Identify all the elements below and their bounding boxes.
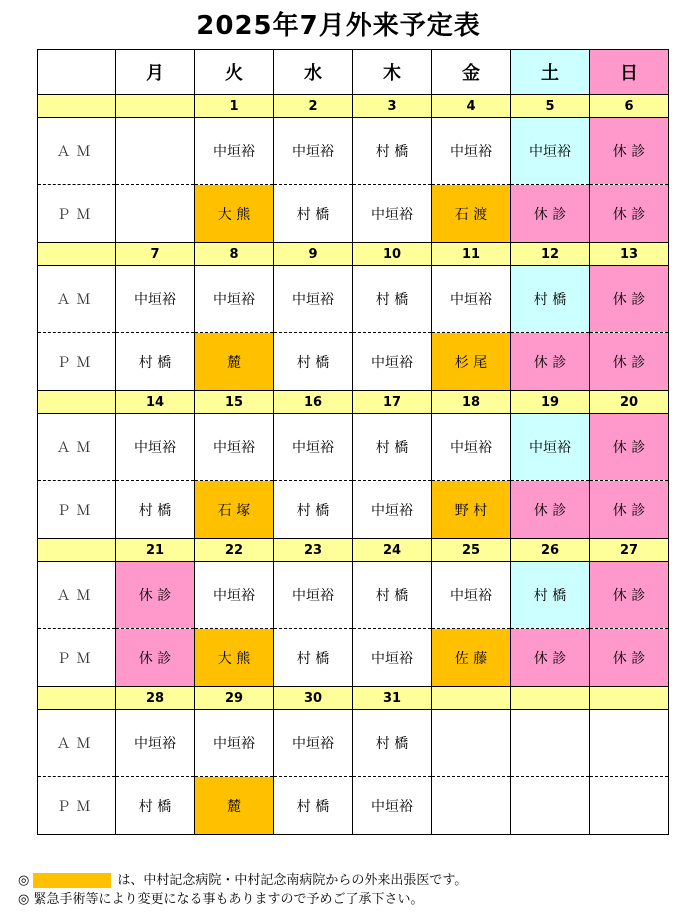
doctor-cell: 村 橋: [511, 266, 590, 333]
doctor-cell: 休 診: [590, 562, 669, 629]
doctor-cell: 村 橋: [274, 629, 353, 687]
weekday-wed: 水: [274, 50, 353, 95]
doctor-cell: 休 診: [590, 414, 669, 481]
date-cell: 27: [590, 539, 669, 562]
doctor-cell: 休 診: [590, 629, 669, 687]
pm-row: [38, 185, 669, 243]
doctor-cell: 中垣裕: [353, 481, 432, 539]
doctor-cell: 佐 藤: [432, 629, 511, 687]
doctor-cell: 休 診: [511, 333, 590, 391]
doctor-cell: 村 橋: [116, 481, 195, 539]
am-row: [38, 118, 669, 185]
doctor-cell: 中垣裕: [274, 414, 353, 481]
doctor-cell: 村 橋: [353, 562, 432, 629]
date-cell: 19: [511, 391, 590, 414]
pm-row: [38, 777, 669, 835]
date-cell: 2: [274, 95, 353, 118]
pm-row: [38, 333, 669, 391]
doctor-cell: 休 診: [590, 266, 669, 333]
doctor-cell: 休 診: [511, 629, 590, 687]
doctor-cell: 村 橋: [116, 777, 195, 835]
doctor-cell: 中垣裕: [432, 118, 511, 185]
date-row-label-cell: [38, 243, 116, 266]
doctor-cell: 中垣裕: [116, 266, 195, 333]
pm-label: ＰＭ: [38, 333, 116, 391]
doctor-cell: 中垣裕: [274, 710, 353, 777]
warning-text: 緊急手術等により変更になる事もありますので予めご了承下さい。: [33, 892, 424, 907]
doctor-cell: 大 熊: [195, 185, 274, 243]
pm-label: ＰＭ: [38, 481, 116, 539]
am-label: ＡＭ: [38, 414, 116, 481]
doctor-cell: [116, 118, 195, 185]
date-row-label-cell: [38, 539, 116, 562]
doctor-cell: 野 村: [432, 481, 511, 539]
doctor-cell: 村 橋: [116, 333, 195, 391]
doctor-cell: 中垣裕: [274, 266, 353, 333]
doctor-cell: 杉 尾: [432, 333, 511, 391]
date-cell: 11: [432, 243, 511, 266]
date-row: [38, 391, 669, 414]
doctor-cell: [432, 777, 511, 835]
doctor-cell: 休 診: [511, 185, 590, 243]
note-mark: ◎: [18, 873, 30, 888]
legend-note: [18, 872, 467, 890]
am-label: ＡＭ: [38, 118, 116, 185]
schedule-table: [37, 49, 669, 835]
doctor-cell: 村 橋: [511, 562, 590, 629]
weekday-fri: 金: [432, 50, 511, 95]
doctor-cell: 中垣裕: [274, 562, 353, 629]
doctor-cell: 中垣裕: [432, 266, 511, 333]
doctor-cell: 中垣裕: [353, 629, 432, 687]
doctor-cell: [511, 710, 590, 777]
date-cell: 31: [353, 687, 432, 710]
date-cell: 17: [353, 391, 432, 414]
doctor-cell: 村 橋: [274, 777, 353, 835]
date-cell: 25: [432, 539, 511, 562]
page-title: 2025年7月外来予定表: [196, 11, 481, 41]
warning-note: [18, 891, 424, 909]
date-cell: [511, 687, 590, 710]
doctor-cell: 中垣裕: [116, 414, 195, 481]
doctor-cell: 村 橋: [353, 266, 432, 333]
doctor-cell: 石 渡: [432, 185, 511, 243]
doctor-cell: 休 診: [590, 481, 669, 539]
date-row-label-cell: [38, 95, 116, 118]
schedule-body: [38, 95, 669, 835]
date-cell: [590, 687, 669, 710]
date-cell: 15: [195, 391, 274, 414]
doctor-cell: 村 橋: [274, 185, 353, 243]
date-cell: [116, 95, 195, 118]
doctor-cell: 休 診: [116, 629, 195, 687]
doctor-cell: [511, 777, 590, 835]
note-mark: ◎: [18, 892, 30, 907]
pm-label: ＰＭ: [38, 629, 116, 687]
doctor-cell: 中垣裕: [353, 185, 432, 243]
date-cell: 4: [432, 95, 511, 118]
doctor-cell: 中垣裕: [432, 562, 511, 629]
date-cell: 6: [590, 95, 669, 118]
am-label: ＡＭ: [38, 710, 116, 777]
date-row: [38, 539, 669, 562]
date-row-label-cell: [38, 391, 116, 414]
weekday-thu: 木: [353, 50, 432, 95]
date-cell: 20: [590, 391, 669, 414]
doctor-cell: 中垣裕: [195, 414, 274, 481]
date-cell: 24: [353, 539, 432, 562]
date-cell: 1: [195, 95, 274, 118]
date-cell: 29: [195, 687, 274, 710]
am-row: [38, 414, 669, 481]
date-cell: 13: [590, 243, 669, 266]
doctor-cell: 石 塚: [195, 481, 274, 539]
am-row: [38, 562, 669, 629]
date-cell: 16: [274, 391, 353, 414]
weekday-sun: 日: [590, 50, 669, 95]
doctor-cell: 中垣裕: [353, 333, 432, 391]
doctor-cell: 村 橋: [353, 118, 432, 185]
date-cell: 8: [195, 243, 274, 266]
doctor-cell: 中垣裕: [511, 414, 590, 481]
doctor-cell: 中垣裕: [353, 777, 432, 835]
weekday-sat: 土: [511, 50, 590, 95]
date-cell: [432, 687, 511, 710]
doctor-cell: 村 橋: [274, 481, 353, 539]
date-cell: 30: [274, 687, 353, 710]
am-row: [38, 266, 669, 333]
doctor-cell: 中垣裕: [432, 414, 511, 481]
doctor-cell: 休 診: [511, 481, 590, 539]
doctor-cell: 中垣裕: [116, 710, 195, 777]
date-row: [38, 95, 669, 118]
doctor-cell: 村 橋: [353, 414, 432, 481]
doctor-cell: 麓: [195, 777, 274, 835]
date-cell: 26: [511, 539, 590, 562]
doctor-cell: 休 診: [590, 185, 669, 243]
doctor-cell: 村 橋: [353, 710, 432, 777]
am-label: ＡＭ: [38, 266, 116, 333]
doctor-cell: 中垣裕: [511, 118, 590, 185]
doctor-cell: 休 診: [116, 562, 195, 629]
date-cell: 12: [511, 243, 590, 266]
pm-row: [38, 481, 669, 539]
am-label: ＡＭ: [38, 562, 116, 629]
doctor-cell: [432, 710, 511, 777]
date-row: [38, 243, 669, 266]
date-cell: 28: [116, 687, 195, 710]
weekday-mon: 月: [116, 50, 195, 95]
doctor-cell: 麓: [195, 333, 274, 391]
doctor-cell: 大 熊: [195, 629, 274, 687]
date-row-label-cell: [38, 687, 116, 710]
pm-label: ＰＭ: [38, 777, 116, 835]
corner-cell: [38, 50, 116, 95]
date-cell: 10: [353, 243, 432, 266]
doctor-cell: 中垣裕: [195, 562, 274, 629]
doctor-cell: 中垣裕: [274, 118, 353, 185]
date-cell: 3: [353, 95, 432, 118]
doctor-cell: 中垣裕: [195, 118, 274, 185]
doctor-cell: 休 診: [590, 118, 669, 185]
date-cell: 18: [432, 391, 511, 414]
date-row: [38, 687, 669, 710]
doctor-cell: 中垣裕: [195, 710, 274, 777]
doctor-cell: [590, 777, 669, 835]
date-cell: 23: [274, 539, 353, 562]
doctor-cell: [116, 185, 195, 243]
weekday-tue: 火: [195, 50, 274, 95]
date-cell: 5: [511, 95, 590, 118]
pm-row: [38, 629, 669, 687]
doctor-cell: 中垣裕: [195, 266, 274, 333]
pm-label: ＰＭ: [38, 185, 116, 243]
date-cell: 9: [274, 243, 353, 266]
am-row: [38, 710, 669, 777]
date-cell: 14: [116, 391, 195, 414]
legend-swatch: [33, 873, 111, 888]
date-cell: 21: [116, 539, 195, 562]
date-cell: 22: [195, 539, 274, 562]
legend-text: は、中村記念病院・中村記念南病院からの外来出張医です。: [117, 873, 468, 888]
date-cell: 7: [116, 243, 195, 266]
doctor-cell: 休 診: [590, 333, 669, 391]
doctor-cell: [590, 710, 669, 777]
doctor-cell: 村 橋: [274, 333, 353, 391]
